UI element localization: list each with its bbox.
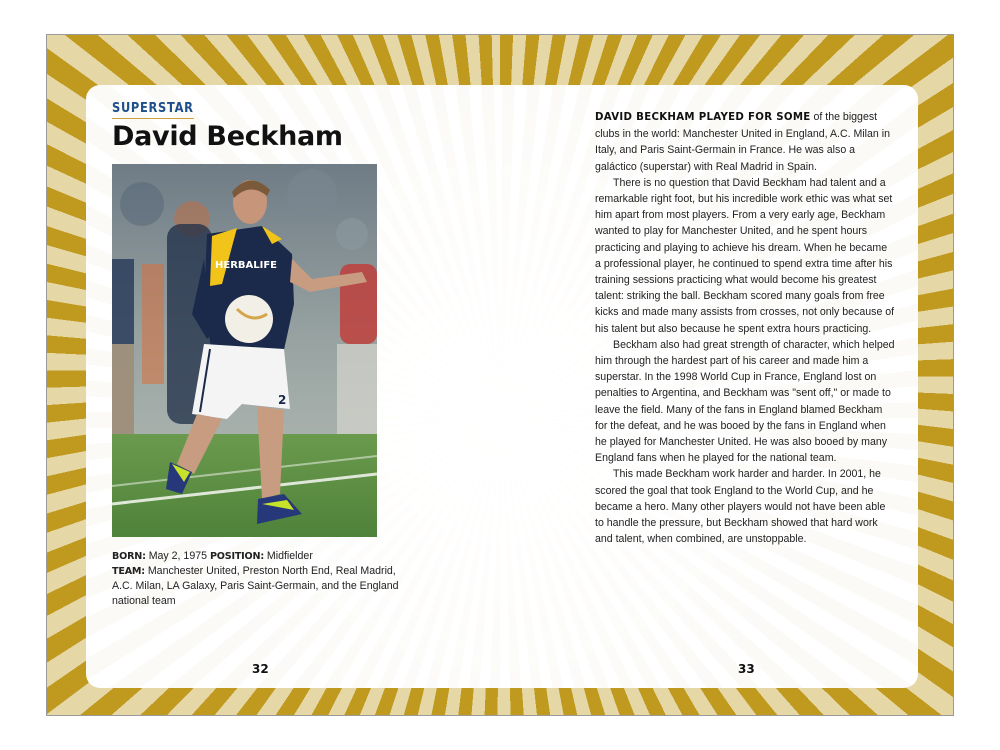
- born-value: May 2, 1975: [148, 550, 207, 562]
- book-spread: [46, 34, 954, 716]
- body-paragraph-2: There is no question that David Beckham had talent and a remarkable right foot, but his incredible work ethic was what set him apart from most players. From a very early age, Beckham wanted to play for Manchester United, and he spent hours practicing and playing to achieve his dream. When he became a professional player, he continued to spend extra time after his training sessions practicing what would become his greatest talent: striking the ball. Beckham scored many goals from free kicks and made many assists from crosses, not only because of his talent but also because he spent extra hours practicing.: [595, 176, 895, 335]
- jersey-sponsor-text: HERBALIFE: [215, 260, 278, 271]
- svg-text:2: 2: [278, 393, 287, 407]
- page-number-right: 33: [738, 662, 755, 676]
- position-value: Midfielder: [266, 550, 313, 562]
- position-label: POSITION:: [209, 551, 264, 562]
- left-page-header: [112, 99, 412, 152]
- page-number-left: 32: [252, 662, 269, 676]
- born-label: BORN:: [112, 551, 146, 562]
- section-kicker: SUPERSTAR: [112, 101, 194, 119]
- body-paragraph-4: This made Beckham work harder and harder. In 2001, he scored the goal that took England to the World Cup, and he became a hero. Many other players would not have been able to handle the pressure, but Beckham showed that hard work and talent, when combined, are unstoppable.: [595, 468, 886, 546]
- page-title: David Beckham: [112, 121, 343, 152]
- body-paragraph-1: [595, 109, 895, 175]
- team-value: Manchester United, Preston North End, Real Madrid, A.C. Milan, LA Galaxy, Paris Saint-Germain, and the England national team: [112, 565, 399, 607]
- player-photo-illustration: [112, 164, 377, 537]
- facts-line-team: [112, 564, 412, 609]
- facts-line-born: [112, 549, 412, 564]
- body-paragraph-3: Beckham also had great strength of character, which helped him through the hardest part of his career and made him a superstar. In the 1998 World Cup in France, England lost on penalties to Argentina, and Beckham was "sent off," or made to leave the field. Many of the fans in England blamed Beckham for the defeat, and he was booed by the fans in England when he played for Manchester United. He was also booed by many England fans when he played for the national team.: [595, 338, 895, 465]
- page-panel: [86, 85, 918, 688]
- right-page-body: [595, 109, 895, 547]
- lead-in-text: DAVID BECKHAM PLAYED FOR SOME: [595, 112, 811, 123]
- player-facts: [112, 549, 412, 609]
- paragraph-1-text: of the biggest clubs in the world: Manchester United in England, A.C. Milan in Italy, and Paris Saint-Germain in France. He was also a galáctico (superstar) with Real Madrid in Spain.: [595, 111, 891, 173]
- team-label: TEAM:: [112, 566, 145, 577]
- player-photo: [112, 164, 377, 537]
